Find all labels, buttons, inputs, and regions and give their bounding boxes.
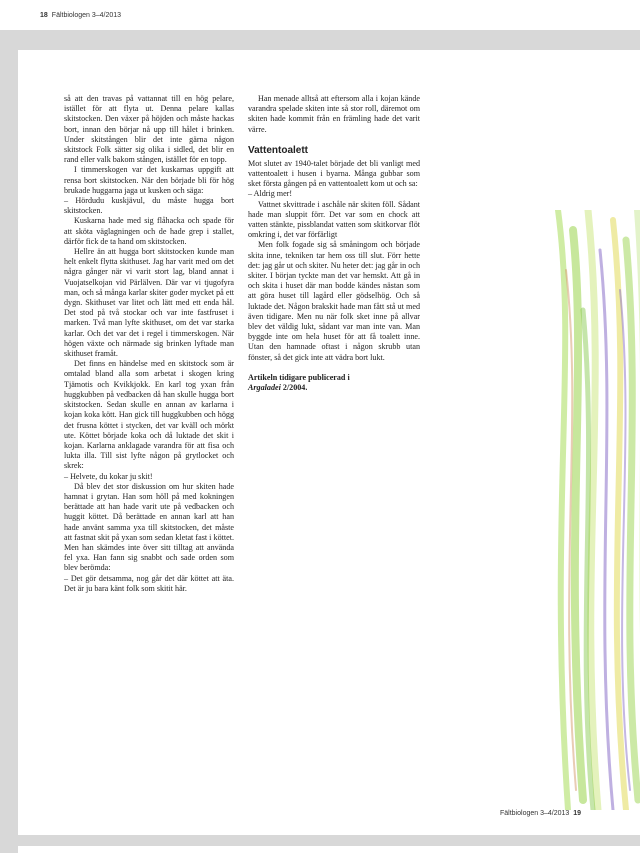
- dialogue-line: – Hördudu kuskjävul, du måste hugga bort skitstocken.: [64, 196, 234, 216]
- section-heading: Vattentoalett: [248, 144, 309, 156]
- paragraph: så att den travas på vattannat till en hög pelare, istället för att flyta ut. Denna pelare kallas skitstocken. Den växer på höjden och måste hackas bort, innan den börjar nå upp till hålet i brinken. Under skitstången blir det inte gärna någon skitstock Folk sätter sig olika i sidled, det blir en rand eller valk bakom stången, istället för en topp.: [64, 94, 234, 165]
- text-column-right: [248, 94, 420, 393]
- page-number-right: 19: [573, 810, 582, 817]
- paragraph: Vattnet skvittrade i aschåle när skiten föll. Sådant hade man sluppit förr. Det var som en chock att vatten stänkte, pissblandat vatten som skitkorvar flöt omkring i, det var förfärligt: [248, 199, 420, 240]
- crayon-grass-illustration: [538, 210, 640, 810]
- dialogue-line: – Helvete, du kokar ju skit!: [64, 471, 153, 481]
- page-number-left: 18: [40, 12, 48, 19]
- paragraph: Det finns en händelse med en skitstock som är omtalad bland alla som arbetat i skogen kring Tjämotis och Kvikkjokk. En karl tog yxan från huggkubben på vedbacken då han skulle hugga bort skitstocken. Sedan skulle en annan av karlarna i kojan koka kött. Han gick till huggkubben och högg det frusna köttet i stycken, det var kväll och mörkt ute. Köttet började koka och då luktade det skit i kojan. Karlarna anklagade varandra för att fisa och lukta illa. Till sist lyfte någon på grytlocket och skrek:: [64, 359, 234, 471]
- page-footer: [500, 810, 581, 817]
- paragraph: Då blev det stor diskussion om hur skiten hade hamnat i grytan. Han som höll på med kokningen berättade att han hade varit ute på vedbacken och huggit köttet. Då berättade en annan karl att han hade använt samma yxa till skitstocken, det måste att fastnat skit på yxan som sedan kletat fast i köttet. Men han skämdes inte över sitt tilltag att använda fel yxa. Han fann sig snabbt och sade orden som blev berömda:: [64, 481, 234, 573]
- text-column-left: [64, 94, 234, 594]
- paragraph: Han menade alltså att eftersom alla i kojan kände varandra spelade skiten inte så stor roll, däremot om skiten hade kommit från en främling hade det varit värre.: [248, 94, 420, 134]
- footer-publication: Fältbiologen 3–4/2013: [500, 810, 570, 817]
- paragraph: Hellre än att hugga bort skitstocken kunde man helt enkelt flytta skithuset. Jag har varit med om det några gånger när vi varit stort lag, bland annat i Vuojatselkojan vid Pärlälven. Där var vi tjugofyra man, och så många karlar skiter goder mycket på ett dygn. Skithuset var litet och lätt med ett enda hål. Det stod på två stockar och var inte fastfruset i marken. Två man lyfte skithuset, om det var starka karlar. Och det var det i regel i timmerskogen. När högen växte och närmade sig brinken lyftade man skithuset framåt.: [64, 247, 234, 359]
- dialogue-line: – Aldrig mer!: [248, 189, 293, 199]
- source-credit: [248, 373, 420, 393]
- dialogue-line: – Det gör detsamma, nog går det där köttet att äta. Det är ju bara känt folk som skitit här.: [64, 573, 234, 593]
- page-header: [40, 12, 121, 19]
- credit-issue: 2/2004.: [282, 383, 308, 393]
- next-page-edge: [18, 846, 640, 853]
- paragraph: I timmerskogen var det kuskarnas uppgift att rensa bort skitstocken. När den började bli för hög brukade huggarna jaga ut kusken och säga:: [64, 165, 234, 195]
- paragraph: Men folk fogade sig så småningom och började skita inne, tekniken tar hem oss till slut. Förr hette det: jag går ut och skiter. Nu heter det: jag går in och skiter. I början tyckte man det var hemskt. Att gå in och skita i huset där man bodde kändes nästan som att göra huset till lagård eller gödselhög. Och så luktade det. Någon brakskit hade man fått stå ut med även tidigare. Men nu när folk sket inne på allvar blev det väldig lukt, sådant var man inte van. Man byggde inte om hela huset för att få toalett inne. Utan den hamnade oftast i någon skrubb utan fönster, så det gick inte att vädra bort lukt.: [248, 240, 420, 362]
- paragraph: Kuskarna hade med sig flåhacka och spade för att sköta väglagningen och de hade grep i stallet, därför fick de ta hand om skitstocken.: [64, 216, 234, 246]
- paragraph: Mot slutet av 1940-talet började det bli vanligt med vattentoalett i husen i byarna. Många gubbar som sket första gången på en vattentoalett kom ut och sa:: [248, 158, 420, 189]
- credit-source: Argaladei: [248, 383, 281, 393]
- credit-text: Artikeln tidigare publicerad i: [248, 372, 350, 382]
- header-publication: Fältbiologen 3–4/2013: [51, 12, 122, 19]
